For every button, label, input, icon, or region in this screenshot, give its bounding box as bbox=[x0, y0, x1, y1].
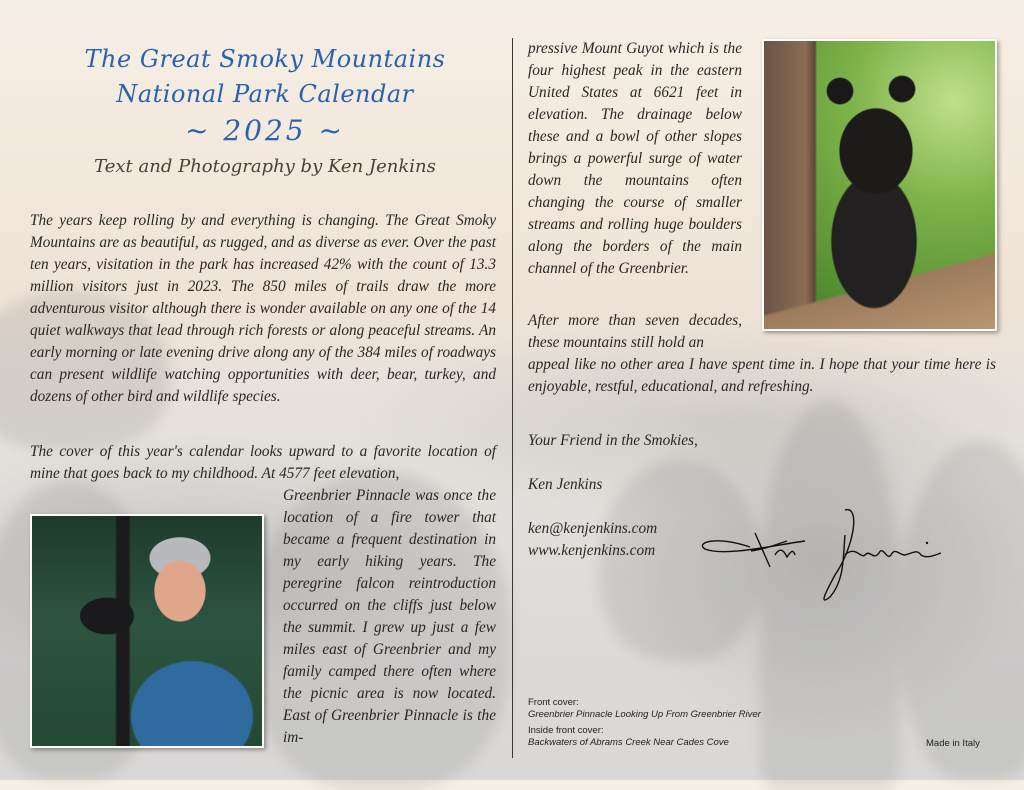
title-line-2: National Park Calendar bbox=[116, 80, 414, 108]
byline: Text and Photography by Ken Jenkins bbox=[94, 156, 436, 177]
author-photo bbox=[30, 514, 264, 748]
background-tree bbox=[900, 440, 1024, 780]
cover-paragraph-start: The cover of this year's calendar looks upward to a favorite location of mine that goes back to my childhood. At 4577 feet elevation, bbox=[30, 443, 496, 482]
continued-paragraph: pressive Mount Guyot which is the four highest peak in the eastern United States at 6621 feet in elevation. The drainage below these and a bowl of other slopes brings a powerful surge of water down the mountains often changing the course of smaller streams and rolling huge boulders along the borders of the main channel of the Greenbrier. bbox=[528, 40, 742, 277]
cover-captions bbox=[528, 697, 761, 749]
signature-icon bbox=[695, 505, 955, 605]
inside-cover-label: Inside front cover: bbox=[528, 725, 604, 736]
author-email[interactable]: ken@kenjenkins.com bbox=[528, 520, 658, 537]
front-cover-label: Front cover: bbox=[528, 697, 579, 708]
inside-cover-value: Backwaters of Abrams Creek Near Cades Cove bbox=[528, 737, 729, 748]
cover-paragraph-wrapped: Greenbrier Pinnacle was once the location of a fire tower that became a frequent destination in my early hiking years. The peregrine falcon reintroduction occurred on the cliffs just below the summit. I grew up just a few miles east of Greenbrier and my family camped there often where the picnic area is now located. East of Greenbrier Pinnacle is the im- bbox=[283, 487, 496, 746]
closing-paragraph-wide: appeal like no other area I have spent time in. I hope that your time here is enjoyable, restful, educational, and refreshing. bbox=[528, 356, 996, 395]
salutation: Your Friend in the Smokies, bbox=[528, 432, 698, 449]
author-name: Ken Jenkins bbox=[528, 476, 603, 493]
intro-paragraph: The years keep rolling by and everything is changing. The Great Smoky Mountains are as beautiful, as rugged, and as diverse as ever. Over the past ten years, visitation in the park has increased 42% with the count of 13.3 million visitors just in 2023. The 850 miles of trails draw the more adventurous visitor although there is wonder available on any one of the 14 quiet walkways that lead through rich forests or along peaceful streams. An early morning or late evening drive along any of the 384 miles of roadways can present wildlife watching opportunities with deer, bear, turkey, and dozens of other bird and wildlife species. bbox=[30, 212, 496, 405]
closing-paragraph-narrow: After more than seven decades, these mountains still hold an bbox=[528, 312, 742, 351]
bear-photo bbox=[762, 39, 997, 331]
title-line-1: The Great Smoky Mountains bbox=[84, 45, 446, 73]
author-website[interactable]: www.kenjenkins.com bbox=[528, 542, 656, 559]
title-block bbox=[30, 42, 500, 182]
front-cover-caption bbox=[528, 697, 761, 721]
front-cover-value: Greenbrier Pinnacle Looking Up From Greenbrier River bbox=[528, 709, 761, 720]
title-year: ~ 2025 ~ bbox=[185, 114, 345, 147]
column-divider bbox=[512, 38, 513, 758]
made-in-label: Made in Italy bbox=[926, 738, 980, 749]
inside-cover-caption bbox=[528, 725, 761, 749]
